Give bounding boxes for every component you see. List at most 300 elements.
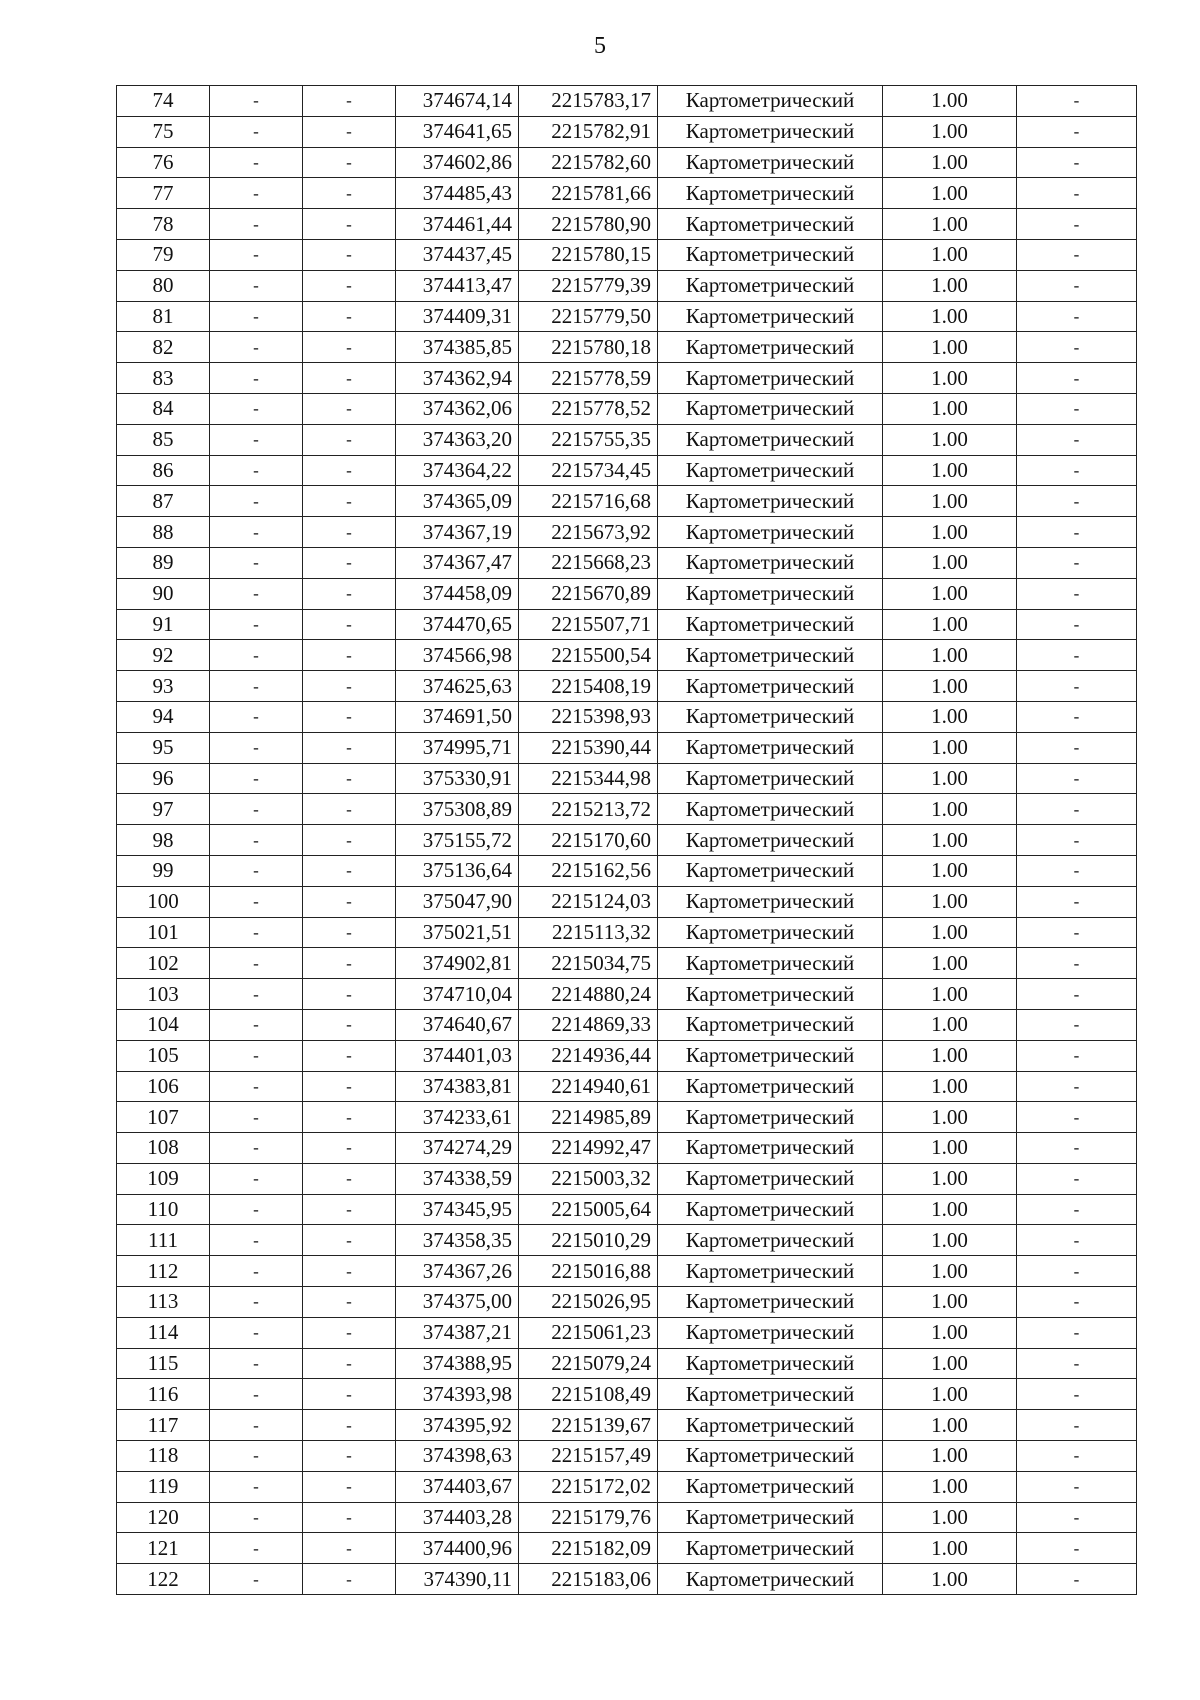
x-coordinate-cell: 374358,35 [396,1225,519,1256]
x-coordinate-cell: 374367,19 [396,517,519,548]
empty-dash-cell: - [210,732,303,763]
x-coordinate-cell: 374385,85 [396,332,519,363]
table-row [117,855,1137,886]
empty-dash-cell: - [210,1564,303,1595]
empty-dash-cell: - [210,1040,303,1071]
y-coordinate-cell: 2214936,44 [519,1040,658,1071]
point-number-cell: 118 [117,1441,210,1472]
empty-dash-cell: - [303,270,396,301]
empty-dash-cell: - [1017,1009,1137,1040]
method-cell: Картометрический [658,609,883,640]
table-row [117,1256,1137,1287]
method-cell: Картометрический [658,270,883,301]
y-coordinate-cell: 2215179,76 [519,1502,658,1533]
empty-dash-cell: - [210,86,303,117]
empty-dash-cell: - [210,701,303,732]
accuracy-cell: 1.00 [883,1163,1017,1194]
x-coordinate-cell: 374413,47 [396,270,519,301]
accuracy-cell: 1.00 [883,701,1017,732]
empty-dash-cell: - [210,1256,303,1287]
y-coordinate-cell: 2215782,91 [519,116,658,147]
method-cell: Картометрический [658,794,883,825]
table-row [117,239,1137,270]
point-number-cell: 98 [117,825,210,856]
accuracy-cell: 1.00 [883,1009,1017,1040]
method-cell: Картометрический [658,640,883,671]
x-coordinate-cell: 374367,47 [396,547,519,578]
empty-dash-cell: - [210,147,303,178]
table-row [117,86,1137,117]
empty-dash-cell: - [1017,1502,1137,1533]
empty-dash-cell: - [303,886,396,917]
method-cell: Картометрический [658,1502,883,1533]
empty-dash-cell: - [210,948,303,979]
point-number-cell: 74 [117,86,210,117]
x-coordinate-cell: 374470,65 [396,609,519,640]
table-row [117,1348,1137,1379]
empty-dash-cell: - [1017,1194,1137,1225]
empty-dash-cell: - [210,1317,303,1348]
point-number-cell: 78 [117,209,210,240]
y-coordinate-cell: 2215668,23 [519,547,658,578]
empty-dash-cell: - [303,116,396,147]
empty-dash-cell: - [210,301,303,332]
x-coordinate-cell: 374362,06 [396,393,519,424]
x-coordinate-cell: 375155,72 [396,825,519,856]
empty-dash-cell: - [210,363,303,394]
point-number-cell: 91 [117,609,210,640]
y-coordinate-cell: 2215782,60 [519,147,658,178]
table-row [117,517,1137,548]
accuracy-cell: 1.00 [883,270,1017,301]
y-coordinate-cell: 2215398,93 [519,701,658,732]
y-coordinate-cell: 2215182,09 [519,1533,658,1564]
table-row [117,1410,1137,1441]
y-coordinate-cell: 2215779,39 [519,270,658,301]
method-cell: Картометрический [658,917,883,948]
table-row [117,1317,1137,1348]
empty-dash-cell: - [210,640,303,671]
x-coordinate-cell: 374363,20 [396,424,519,455]
table-row [117,979,1137,1010]
y-coordinate-cell: 2215172,02 [519,1471,658,1502]
empty-dash-cell: - [303,517,396,548]
point-number-cell: 81 [117,301,210,332]
y-coordinate-cell: 2215408,19 [519,671,658,702]
accuracy-cell: 1.00 [883,578,1017,609]
accuracy-cell: 1.00 [883,609,1017,640]
empty-dash-cell: - [303,239,396,270]
empty-dash-cell: - [1017,301,1137,332]
y-coordinate-cell: 2215005,64 [519,1194,658,1225]
method-cell: Картометрический [658,301,883,332]
table-row [117,1133,1137,1164]
empty-dash-cell: - [1017,640,1137,671]
y-coordinate-cell: 2215003,32 [519,1163,658,1194]
empty-dash-cell: - [1017,270,1137,301]
empty-dash-cell: - [303,948,396,979]
point-number-cell: 97 [117,794,210,825]
accuracy-cell: 1.00 [883,116,1017,147]
empty-dash-cell: - [210,886,303,917]
x-coordinate-cell: 374902,81 [396,948,519,979]
coordinates-table [116,85,1137,1595]
empty-dash-cell: - [303,1225,396,1256]
method-cell: Картометрический [658,671,883,702]
point-number-cell: 80 [117,270,210,301]
x-coordinate-cell: 374338,59 [396,1163,519,1194]
method-cell: Картометрический [658,1533,883,1564]
empty-dash-cell: - [1017,794,1137,825]
empty-dash-cell: - [303,209,396,240]
y-coordinate-cell: 2215061,23 [519,1317,658,1348]
point-number-cell: 90 [117,578,210,609]
accuracy-cell: 1.00 [883,86,1017,117]
empty-dash-cell: - [303,178,396,209]
point-number-cell: 85 [117,424,210,455]
y-coordinate-cell: 2215026,95 [519,1287,658,1318]
method-cell: Картометрический [658,86,883,117]
accuracy-cell: 1.00 [883,1348,1017,1379]
y-coordinate-cell: 2215170,60 [519,825,658,856]
empty-dash-cell: - [303,1379,396,1410]
empty-dash-cell: - [303,917,396,948]
y-coordinate-cell: 2215507,71 [519,609,658,640]
accuracy-cell: 1.00 [883,239,1017,270]
y-coordinate-cell: 2214880,24 [519,979,658,1010]
empty-dash-cell: - [303,1133,396,1164]
y-coordinate-cell: 2215778,59 [519,363,658,394]
point-number-cell: 82 [117,332,210,363]
accuracy-cell: 1.00 [883,1502,1017,1533]
accuracy-cell: 1.00 [883,1225,1017,1256]
x-coordinate-cell: 374365,09 [396,486,519,517]
method-cell: Картометрический [658,147,883,178]
empty-dash-cell: - [1017,1163,1137,1194]
table-row [117,671,1137,702]
empty-dash-cell: - [303,1471,396,1502]
table-row [117,825,1137,856]
method-cell: Картометрический [658,332,883,363]
y-coordinate-cell: 2215780,90 [519,209,658,240]
x-coordinate-cell: 375308,89 [396,794,519,825]
point-number-cell: 121 [117,1533,210,1564]
point-number-cell: 122 [117,1564,210,1595]
point-number-cell: 102 [117,948,210,979]
empty-dash-cell: - [1017,732,1137,763]
method-cell: Картометрический [658,1256,883,1287]
x-coordinate-cell: 374602,86 [396,147,519,178]
x-coordinate-cell: 374364,22 [396,455,519,486]
table-row [117,547,1137,578]
y-coordinate-cell: 2215344,98 [519,763,658,794]
x-coordinate-cell: 374437,45 [396,239,519,270]
accuracy-cell: 1.00 [883,1471,1017,1502]
x-coordinate-cell: 374383,81 [396,1071,519,1102]
empty-dash-cell: - [303,1040,396,1071]
point-number-cell: 75 [117,116,210,147]
x-coordinate-cell: 374367,26 [396,1256,519,1287]
coordinates-table-body [117,86,1137,1595]
empty-dash-cell: - [1017,1040,1137,1071]
table-row [117,794,1137,825]
method-cell: Картометрический [658,1441,883,1472]
empty-dash-cell: - [303,301,396,332]
empty-dash-cell: - [210,1379,303,1410]
y-coordinate-cell: 2215213,72 [519,794,658,825]
table-row [117,578,1137,609]
x-coordinate-cell: 374674,14 [396,86,519,117]
method-cell: Картометрический [658,1133,883,1164]
x-coordinate-cell: 374409,31 [396,301,519,332]
y-coordinate-cell: 2215390,44 [519,732,658,763]
point-number-cell: 112 [117,1256,210,1287]
empty-dash-cell: - [1017,1533,1137,1564]
point-number-cell: 89 [117,547,210,578]
empty-dash-cell: - [303,547,396,578]
empty-dash-cell: - [1017,825,1137,856]
empty-dash-cell: - [210,116,303,147]
empty-dash-cell: - [210,578,303,609]
empty-dash-cell: - [210,455,303,486]
y-coordinate-cell: 2215778,52 [519,393,658,424]
table-row [117,1071,1137,1102]
method-cell: Картометрический [658,1287,883,1318]
x-coordinate-cell: 375330,91 [396,763,519,794]
x-coordinate-cell: 375047,90 [396,886,519,917]
accuracy-cell: 1.00 [883,640,1017,671]
y-coordinate-cell: 2214940,61 [519,1071,658,1102]
x-coordinate-cell: 374458,09 [396,578,519,609]
x-coordinate-cell: 374403,67 [396,1471,519,1502]
point-number-cell: 105 [117,1040,210,1071]
empty-dash-cell: - [1017,393,1137,424]
table-row [117,948,1137,979]
point-number-cell: 100 [117,886,210,917]
y-coordinate-cell: 2215500,54 [519,640,658,671]
empty-dash-cell: - [1017,979,1137,1010]
point-number-cell: 108 [117,1133,210,1164]
table-row [117,455,1137,486]
method-cell: Картометрический [658,979,883,1010]
y-coordinate-cell: 2215162,56 [519,855,658,886]
empty-dash-cell: - [210,1533,303,1564]
empty-dash-cell: - [210,1287,303,1318]
accuracy-cell: 1.00 [883,1194,1017,1225]
point-number-cell: 88 [117,517,210,548]
empty-dash-cell: - [303,609,396,640]
point-number-cell: 104 [117,1009,210,1040]
empty-dash-cell: - [1017,147,1137,178]
empty-dash-cell: - [303,825,396,856]
point-number-cell: 84 [117,393,210,424]
table-row [117,1502,1137,1533]
accuracy-cell: 1.00 [883,1379,1017,1410]
empty-dash-cell: - [210,794,303,825]
point-number-cell: 113 [117,1287,210,1318]
x-coordinate-cell: 374995,71 [396,732,519,763]
empty-dash-cell: - [303,332,396,363]
empty-dash-cell: - [210,332,303,363]
empty-dash-cell: - [210,178,303,209]
accuracy-cell: 1.00 [883,979,1017,1010]
table-row [117,178,1137,209]
table-row [117,332,1137,363]
table-row [117,116,1137,147]
empty-dash-cell: - [210,1071,303,1102]
empty-dash-cell: - [303,794,396,825]
point-number-cell: 77 [117,178,210,209]
method-cell: Картометрический [658,825,883,856]
empty-dash-cell: - [210,1163,303,1194]
table-row [117,209,1137,240]
x-coordinate-cell: 374387,21 [396,1317,519,1348]
empty-dash-cell: - [1017,363,1137,394]
empty-dash-cell: - [1017,1410,1137,1441]
point-number-cell: 83 [117,363,210,394]
empty-dash-cell: - [1017,1225,1137,1256]
method-cell: Картометрический [658,1102,883,1133]
table-row [117,917,1137,948]
x-coordinate-cell: 374485,43 [396,178,519,209]
x-coordinate-cell: 374691,50 [396,701,519,732]
table-row [117,1225,1137,1256]
accuracy-cell: 1.00 [883,209,1017,240]
point-number-cell: 99 [117,855,210,886]
x-coordinate-cell: 374233,61 [396,1102,519,1133]
empty-dash-cell: - [1017,1102,1137,1133]
method-cell: Картометрический [658,116,883,147]
x-coordinate-cell: 374566,98 [396,640,519,671]
empty-dash-cell: - [303,732,396,763]
empty-dash-cell: - [303,1348,396,1379]
y-coordinate-cell: 2215734,45 [519,455,658,486]
table-row [117,486,1137,517]
empty-dash-cell: - [303,1410,396,1441]
y-coordinate-cell: 2215108,49 [519,1379,658,1410]
empty-dash-cell: - [1017,239,1137,270]
x-coordinate-cell: 374398,63 [396,1441,519,1472]
x-coordinate-cell: 374403,28 [396,1502,519,1533]
accuracy-cell: 1.00 [883,1133,1017,1164]
method-cell: Картометрический [658,486,883,517]
accuracy-cell: 1.00 [883,363,1017,394]
accuracy-cell: 1.00 [883,178,1017,209]
method-cell: Картометрический [658,732,883,763]
empty-dash-cell: - [1017,1317,1137,1348]
empty-dash-cell: - [210,486,303,517]
empty-dash-cell: - [303,424,396,455]
empty-dash-cell: - [1017,1471,1137,1502]
empty-dash-cell: - [1017,671,1137,702]
empty-dash-cell: - [1017,763,1137,794]
empty-dash-cell: - [210,1441,303,1472]
accuracy-cell: 1.00 [883,517,1017,548]
empty-dash-cell: - [1017,424,1137,455]
y-coordinate-cell: 2215673,92 [519,517,658,548]
empty-dash-cell: - [1017,1564,1137,1595]
table-row [117,270,1137,301]
accuracy-cell: 1.00 [883,1317,1017,1348]
empty-dash-cell: - [1017,455,1137,486]
empty-dash-cell: - [303,1441,396,1472]
x-coordinate-cell: 374390,11 [396,1564,519,1595]
accuracy-cell: 1.00 [883,917,1017,948]
point-number-cell: 115 [117,1348,210,1379]
empty-dash-cell: - [210,1009,303,1040]
table-row [117,1009,1137,1040]
point-number-cell: 106 [117,1071,210,1102]
empty-dash-cell: - [210,517,303,548]
method-cell: Картометрический [658,1194,883,1225]
point-number-cell: 103 [117,979,210,1010]
method-cell: Картометрический [658,578,883,609]
y-coordinate-cell: 2215755,35 [519,424,658,455]
accuracy-cell: 1.00 [883,332,1017,363]
empty-dash-cell: - [303,455,396,486]
y-coordinate-cell: 2215010,29 [519,1225,658,1256]
empty-dash-cell: - [1017,917,1137,948]
y-coordinate-cell: 2215779,50 [519,301,658,332]
x-coordinate-cell: 374375,00 [396,1287,519,1318]
empty-dash-cell: - [303,1502,396,1533]
point-number-cell: 110 [117,1194,210,1225]
point-number-cell: 93 [117,671,210,702]
empty-dash-cell: - [1017,1071,1137,1102]
method-cell: Картометрический [658,393,883,424]
x-coordinate-cell: 374362,94 [396,363,519,394]
empty-dash-cell: - [210,1225,303,1256]
point-number-cell: 119 [117,1471,210,1502]
empty-dash-cell: - [303,671,396,702]
accuracy-cell: 1.00 [883,886,1017,917]
empty-dash-cell: - [1017,547,1137,578]
table-row [117,393,1137,424]
empty-dash-cell: - [1017,1379,1137,1410]
empty-dash-cell: - [1017,1287,1137,1318]
x-coordinate-cell: 374274,29 [396,1133,519,1164]
empty-dash-cell: - [303,1256,396,1287]
empty-dash-cell: - [210,979,303,1010]
empty-dash-cell: - [210,671,303,702]
empty-dash-cell: - [1017,1441,1137,1472]
y-coordinate-cell: 2215113,32 [519,917,658,948]
y-coordinate-cell: 2214869,33 [519,1009,658,1040]
y-coordinate-cell: 2215124,03 [519,886,658,917]
empty-dash-cell: - [1017,486,1137,517]
empty-dash-cell: - [210,825,303,856]
accuracy-cell: 1.00 [883,1287,1017,1318]
method-cell: Картометрический [658,886,883,917]
empty-dash-cell: - [303,1009,396,1040]
method-cell: Картометрический [658,701,883,732]
method-cell: Картометрический [658,1225,883,1256]
x-coordinate-cell: 374388,95 [396,1348,519,1379]
empty-dash-cell: - [210,1410,303,1441]
empty-dash-cell: - [1017,578,1137,609]
method-cell: Картометрический [658,455,883,486]
table-row [117,1379,1137,1410]
accuracy-cell: 1.00 [883,1410,1017,1441]
y-coordinate-cell: 2215670,89 [519,578,658,609]
point-number-cell: 79 [117,239,210,270]
y-coordinate-cell: 2215139,67 [519,1410,658,1441]
point-number-cell: 101 [117,917,210,948]
method-cell: Картометрический [658,1009,883,1040]
empty-dash-cell: - [210,1102,303,1133]
y-coordinate-cell: 2215780,18 [519,332,658,363]
accuracy-cell: 1.00 [883,855,1017,886]
